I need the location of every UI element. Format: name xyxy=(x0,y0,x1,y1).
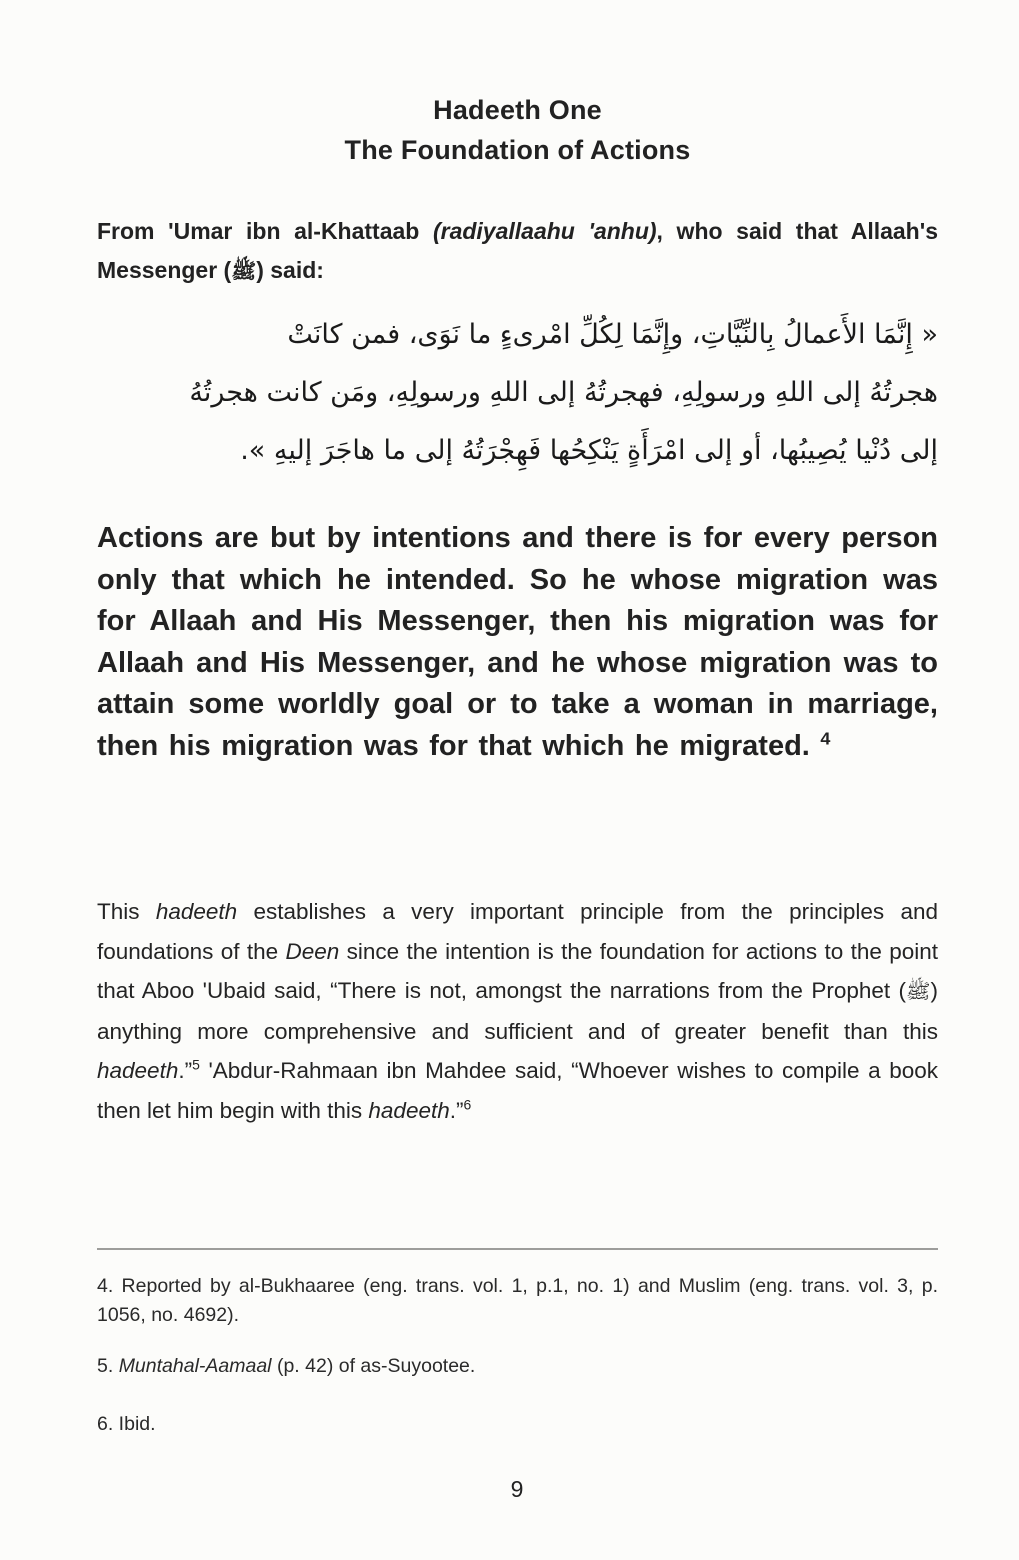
arabic-hadeeth-text xyxy=(97,306,938,480)
commentary-text-4: ) anything more comprehensive and sufficient and of greater benefit than this xyxy=(97,978,938,1044)
hadeeth-translation xyxy=(97,518,938,767)
narration-intro xyxy=(97,212,938,291)
footnote-reference-4: 4 xyxy=(820,727,831,748)
footnote-4: 4. Reported by al-Bukhaaree (eng. trans. vol. 1, p.1, no. 1) and Muslim (eng. trans. vol. 3, p. 1056, no. 4692). xyxy=(97,1275,938,1326)
footnote-5-number: 5. xyxy=(97,1355,119,1377)
footnote-reference-5: 5 xyxy=(192,1056,200,1073)
commentary-term-hadeeth-1: hadeeth xyxy=(155,899,238,924)
page-number: 9 xyxy=(510,1476,525,1502)
footnote-5 xyxy=(97,1352,938,1381)
chapter-title xyxy=(97,90,938,170)
commentary-term-hadeeth-2: hadeeth xyxy=(97,1058,179,1083)
intro-text-2: , who said that Allaah's Messenger ( xyxy=(97,218,938,283)
commentary-text-6: 'Abdur-Rahmaan ibn Mahdee said, “Whoever wishes to compile a book then let him begin with this xyxy=(97,1058,938,1123)
commentary-term-hadeeth-3: hadeeth xyxy=(368,1097,450,1123)
arabic-line-3: إلى دُنْيا يُصِيبُها، أو إلى امْرَأَةٍ يَنْكِحُها فَهِجْرَتُهُ إلى ما هاجَرَ إليهِ ». xyxy=(240,435,938,466)
intro-arabic-honorific: (radiyallaahu 'anhu) xyxy=(432,218,657,244)
intro-text-3: ) said: xyxy=(256,257,324,283)
chapter-title-line1: Hadeeth One xyxy=(433,95,602,125)
commentary-text-2: establishes a very important principle from the principles and foundations of the xyxy=(97,899,938,964)
commentary-text-3: since the intention is the foundation for actions to the point that Aboo 'Ubaid said, “There is not, amongst the narrations from the Prophet ( xyxy=(97,938,938,1003)
footnote-5-rest: (p. 42) of as-Suyootee. xyxy=(271,1355,476,1377)
footnote-6: 6. Ibid. xyxy=(97,1413,156,1435)
chapter-title-line2: The Foundation of Actions xyxy=(344,135,691,165)
footnote-separator xyxy=(97,1248,938,1250)
sallallahu-alayhi-wasallam-icon: ﷺ xyxy=(906,979,931,1003)
footnote-5-book-title: Muntahal-Aamaal xyxy=(118,1355,272,1377)
commentary-term-deen: Deen xyxy=(285,938,340,964)
footnote-reference-6: 6 xyxy=(463,1096,472,1112)
arabic-line-2: هجرتُهُ إلى اللهِ ورسولِهِ، فهجرتُهُ إلى اللهِ ورسولِهِ، ومَن كانت هجرتُهُ xyxy=(189,377,938,408)
arabic-line-1: « إِنَّمَا الأَعمالُ بِالنِّيَّاتِ، وإِنَّمَا لِكُلِّ امْرىءٍ ما نَوَى، فمن كانَتْ xyxy=(287,319,938,350)
commentary-paragraph xyxy=(97,892,938,1130)
commentary-text-5: .” xyxy=(178,1058,193,1083)
commentary-text-1: This xyxy=(97,899,156,924)
commentary-text-7: .” xyxy=(449,1097,464,1123)
sallallahu-alayhi-wasallam-icon: ﷺ xyxy=(231,259,257,283)
intro-text-1: From 'Umar ibn al-Khattaab xyxy=(97,218,433,244)
translation-text: Actions are but by intentions and there is for every person only that which he intended. So he whose migration was for Allaah and His Messenger, then his migration was for Allaah and His Messenger, and he whose migration was to attain some worldly goal or to take a woman in marriage, then his migration was for that which he migrated. xyxy=(97,522,938,762)
